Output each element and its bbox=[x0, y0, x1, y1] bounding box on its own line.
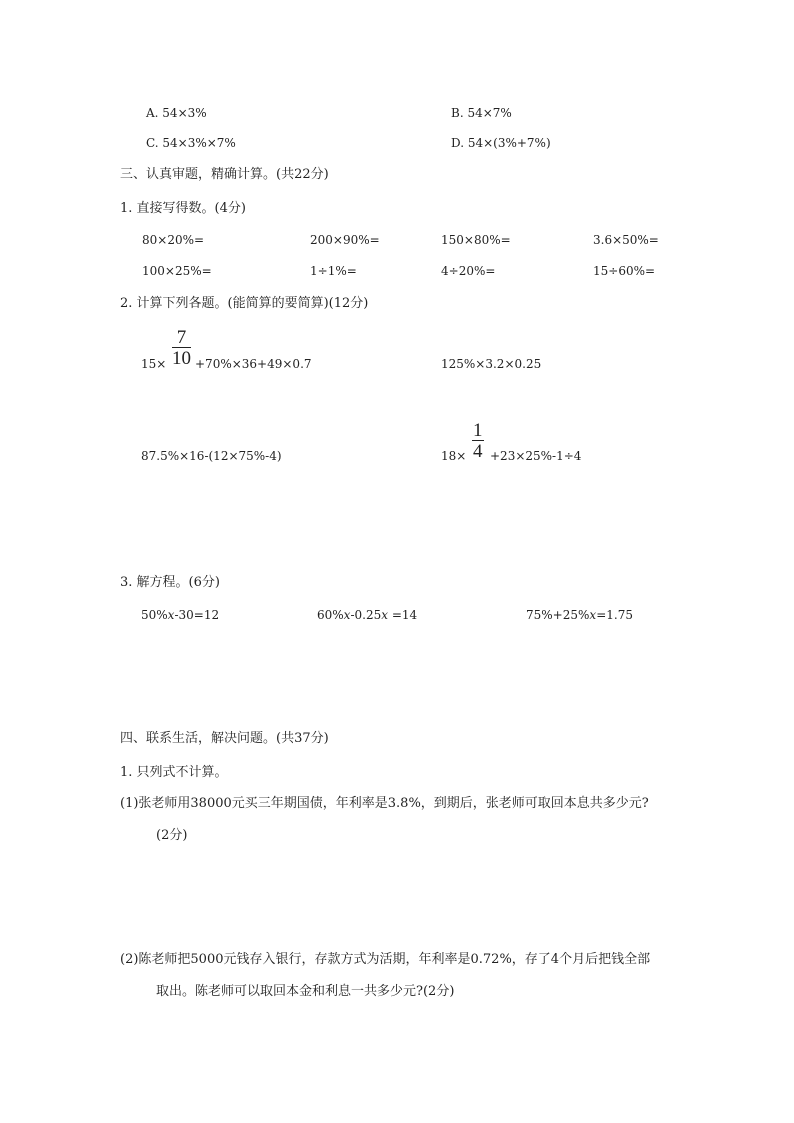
equation-2-mid: -0.25 bbox=[350, 608, 382, 622]
s4-q1-title: 1. 只列式不计算。 bbox=[120, 765, 228, 780]
expr1-prefix: 15× bbox=[141, 357, 167, 371]
choice-b: B. 54×7% bbox=[451, 106, 512, 120]
expr1-suffix: +70%×36+49×0.7 bbox=[195, 357, 312, 371]
oral-item-1: 80×20%= bbox=[142, 233, 205, 247]
equation-3 bbox=[526, 609, 633, 621]
section3-heading: 三、认真审题，精确计算。(共22分) bbox=[120, 167, 329, 182]
expr1-fraction bbox=[172, 328, 191, 368]
equation-2-variable-2: x bbox=[381, 608, 389, 622]
expr4-suffix: +23×25%-1÷4 bbox=[490, 449, 582, 463]
equation-3-rest: =1.75 bbox=[596, 608, 633, 622]
equation-2-variable-1: x bbox=[343, 608, 351, 622]
equation-3-variable: x bbox=[589, 608, 597, 622]
expr2: 125%×3.2×0.25 bbox=[441, 357, 542, 371]
equation-1 bbox=[141, 609, 219, 621]
oral-item-7: 4÷20%= bbox=[441, 264, 496, 278]
problem-2-line2: 取出。陈老师可以取回本金和利息一共多少元?(2分) bbox=[156, 984, 455, 999]
oral-item-6: 1÷1%= bbox=[310, 264, 357, 278]
equation-1-variable: x bbox=[167, 608, 175, 622]
q3-title: 3. 解方程。(6分) bbox=[120, 575, 220, 590]
equation-2-rest: =14 bbox=[388, 608, 418, 622]
equation-1-rest: -30=12 bbox=[174, 608, 220, 622]
equation-2 bbox=[317, 609, 417, 621]
equation-2-coef: 60% bbox=[317, 608, 344, 622]
q1-title: 1. 直接写得数。(4分) bbox=[120, 201, 246, 216]
expr4-prefix: 18× bbox=[441, 449, 467, 463]
equation-3-coef: 75%+25% bbox=[526, 608, 590, 622]
oral-item-4: 3.6×50%= bbox=[593, 233, 659, 247]
problem-1-line1: (1)张老师用38000元买三年期国债，年利率是3.8%，到期后，张老师可取回本息共多少元? bbox=[120, 796, 649, 811]
expr1-denominator: 10 bbox=[172, 348, 191, 369]
problem-1-line2: (2分) bbox=[156, 828, 188, 843]
choice-d: D. 54×(3%+7%) bbox=[451, 136, 551, 150]
equation-1-coef: 50% bbox=[141, 608, 168, 622]
expr3: 87.5%×16-(12×75%-4) bbox=[141, 449, 282, 463]
expr4-fraction bbox=[472, 421, 484, 461]
oral-item-5: 100×25%= bbox=[142, 264, 212, 278]
choice-c: C. 54×3%×7% bbox=[146, 136, 236, 150]
q2-title: 2. 计算下列各题。(能简算的要简算)(12分) bbox=[120, 296, 369, 311]
problem-2-line1: (2)陈老师把5000元钱存入银行，存款方式为活期，年利率是0.72%，存了4个月后把钱全部 bbox=[120, 952, 651, 967]
section4-heading: 四、联系生活，解决问题。(共37分) bbox=[120, 731, 329, 746]
oral-item-2: 200×90%= bbox=[310, 233, 380, 247]
choice-a: A. 54×3% bbox=[146, 106, 207, 120]
expr4-numerator: 1 bbox=[473, 420, 483, 441]
expr4-denominator: 4 bbox=[473, 441, 483, 462]
expr1-numerator: 7 bbox=[176, 327, 187, 348]
oral-item-3: 150×80%= bbox=[441, 233, 511, 247]
oral-item-8: 15÷60%= bbox=[593, 264, 656, 278]
